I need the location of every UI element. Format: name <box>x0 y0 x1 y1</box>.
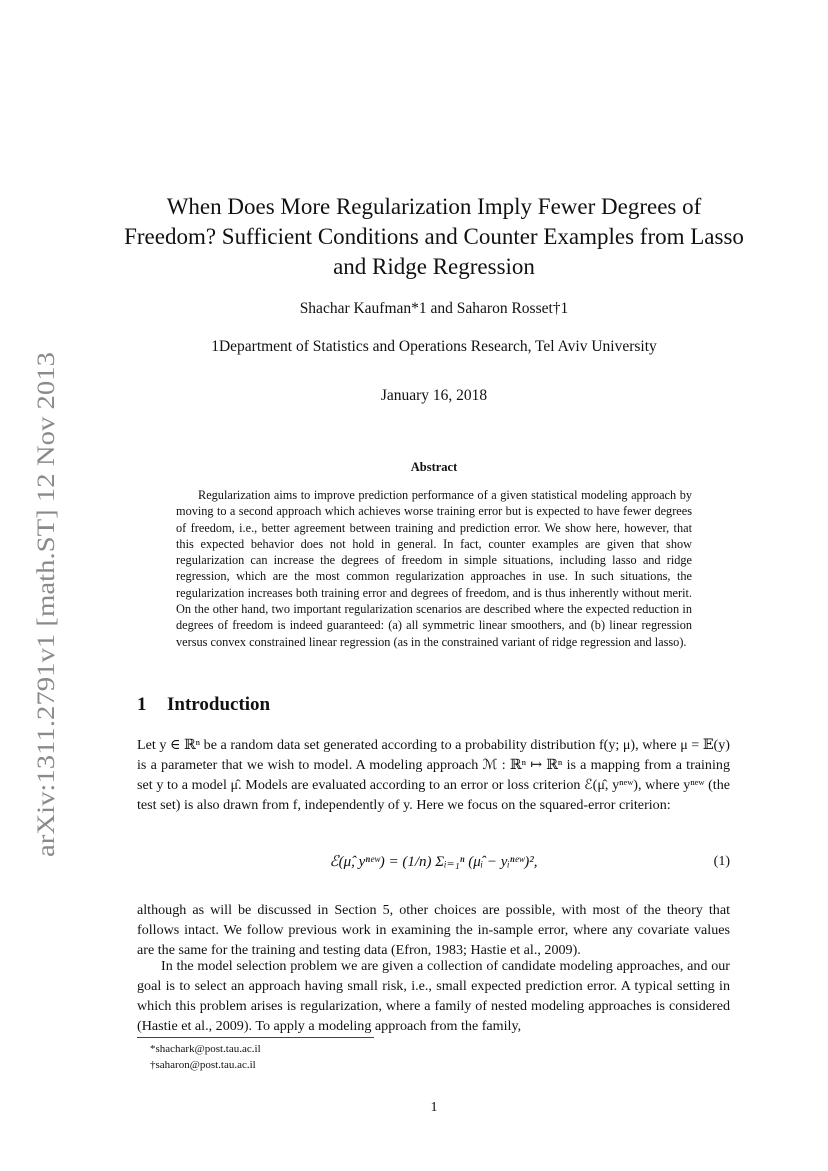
equation-formula: ℰ(μ̂, yⁿᵉʷ) = (1/n) Σᵢ₌₁ⁿ (μ̂ᵢ − yᵢⁿᵉʷ)², <box>329 854 538 870</box>
footnote: *shachark@post.tau.ac.il <box>150 1043 261 1055</box>
body-paragraph: Let y ∈ ℝⁿ be a random data set generated according to a probability distribution f(y; μ), where μ = 𝔼(y) is a parameter that we wish to model. A modeling approach ℳ : ℝⁿ ↦ ℝⁿ is a mapping from a training set y to a model μ̂. Models are evaluated according to an error or loss criterion ℰ(μ̂, yⁿᵉʷ), where yⁿᵉʷ (the test set) is also drawn from f, independently of y. Here we focus on the squared-error criterion: <box>137 737 730 813</box>
arxiv-stamp-text: arXiv:1311.2791v1 [math.ST] 12 Nov 2013 <box>33 417 60 857</box>
body-paragraph: although as will be discussed in Section 5, other choices are possible, with most of the theory that follows intact. We follow previous work in examining the in-sample error, where any covariate values are the same for the training and testing data (Efron, 1983; Hastie et al., 2009). <box>137 902 730 958</box>
equation-1 <box>137 840 730 890</box>
footnote: †saharon@post.tau.ac.il <box>150 1059 256 1071</box>
footnote-rule <box>137 1037 374 1038</box>
section-heading <box>137 694 270 716</box>
arxiv-side-stamp <box>18 352 68 857</box>
page-number: 1 <box>430 1100 438 1115</box>
section-title: Introduction <box>167 694 271 715</box>
paper-title: When Does More Regularization Imply Fewer Degrees of Freedom? Sufficient Conditions and Counter Examples from Lasso and Ridge Regression <box>124 194 744 279</box>
paper-authors: Shachar Kaufman*1 and Saharon Rosset†1 <box>299 300 569 317</box>
abstract-heading: Abstract <box>410 460 458 474</box>
paper-date: January 16, 2018 <box>380 387 488 404</box>
abstract-text: Regularization aims to improve prediction performance of a given statistical modeling approach by moving to a second approach which achieves worse training error but is expected to have fewer degrees of freedom, i.e., better agreement between training and prediction error. We show here, however, that this expected behavior does not hold in general. In fact, counter examples are given that show regularization can increase the degrees of freedom in simple situations, including lasso and ridge regression, which are the most common regularization approaches in use. In such situations, the regularization increases both training error and degrees of freedom, and is thus inherently without merit. On the other hand, two important regularization scenarios are described where the expected reduction in degrees of freedom is indeed guaranteed: (a) all symmetric linear smoothers, and (b) linear regression versus convex constrained linear regression (as in the constrained variant of ridge regression and lasso). <box>176 488 692 649</box>
section-number: 1 <box>137 694 147 715</box>
body-paragraph: In the model selection problem we are given a collection of candidate modeling approaches, and our goal is to select an approach having small risk, i.e., small expected prediction error. A typical setting in which this problem arises is regularization, where a family of nested modeling approaches is considered (Hastie et al., 2009). To apply a modeling approach from the family, <box>137 958 730 1034</box>
equation-number: (1) <box>713 854 730 869</box>
author-affiliation: 1Department of Statistics and Operations Research, Tel Aviv University <box>211 338 657 355</box>
